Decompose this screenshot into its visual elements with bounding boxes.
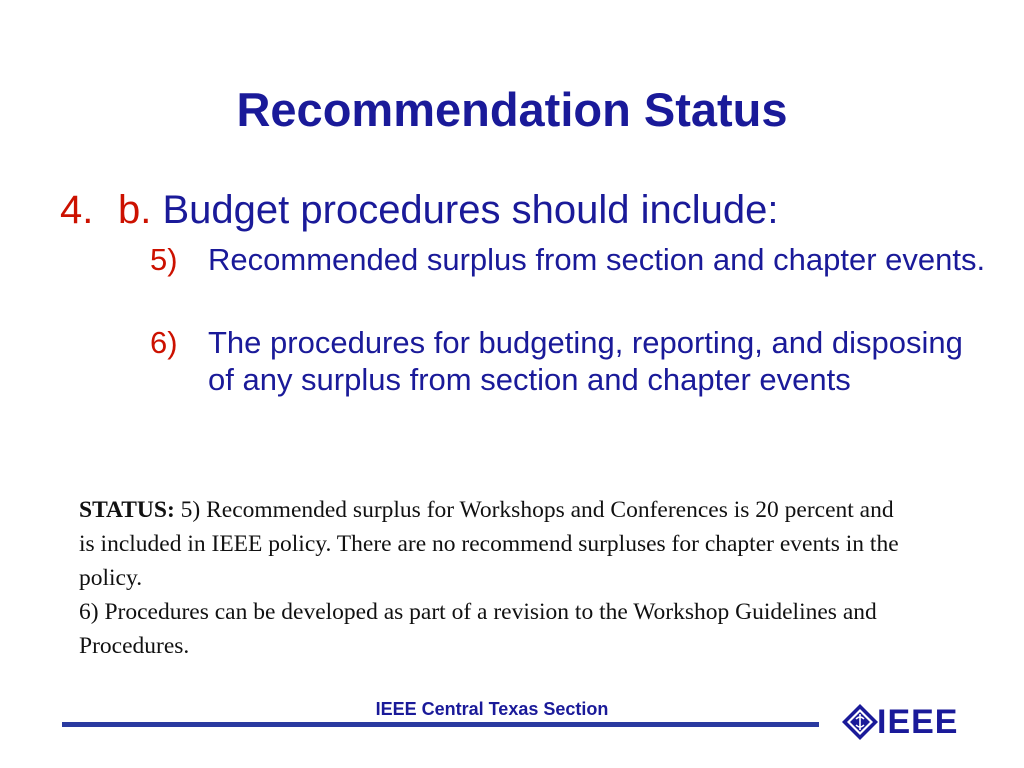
subitem-text: The procedures for budgeting, reporting, and disposing of any surplus from section and chapter events bbox=[208, 325, 963, 397]
item-text: Budget procedures should include: bbox=[162, 188, 779, 232]
subitem-5 bbox=[150, 241, 990, 278]
subitem-text: Recommended surplus from section and chapter events. bbox=[208, 242, 986, 277]
footer-rule bbox=[62, 722, 819, 727]
item-number: 4. bbox=[60, 188, 94, 232]
status-text-6: 6) Procedures can be developed as part of a revision to the Workshop Guidelines and Procedures. bbox=[79, 599, 877, 659]
subitem-6 bbox=[150, 324, 990, 398]
ieee-logo-text: IEEE bbox=[877, 703, 959, 741]
status-paragraph-1 bbox=[79, 493, 909, 595]
item-letter: b. bbox=[118, 188, 152, 232]
status-text-5: 5) Recommended surplus for Workshops and Conferences is 20 percent and is included in IEEE policy. There are no recommend surpluses for chapter events in the policy. bbox=[79, 497, 899, 591]
status-paragraph-2 bbox=[79, 595, 909, 663]
subitem-number: 6) bbox=[150, 325, 178, 360]
subitem-number: 5) bbox=[150, 242, 178, 277]
list-item-4b bbox=[60, 188, 778, 232]
footer-text: IEEE Central Texas Section bbox=[375, 699, 609, 719]
status-note bbox=[79, 493, 909, 663]
slide-title: Recommendation Status bbox=[236, 83, 788, 136]
status-label: STATUS: bbox=[79, 497, 175, 523]
